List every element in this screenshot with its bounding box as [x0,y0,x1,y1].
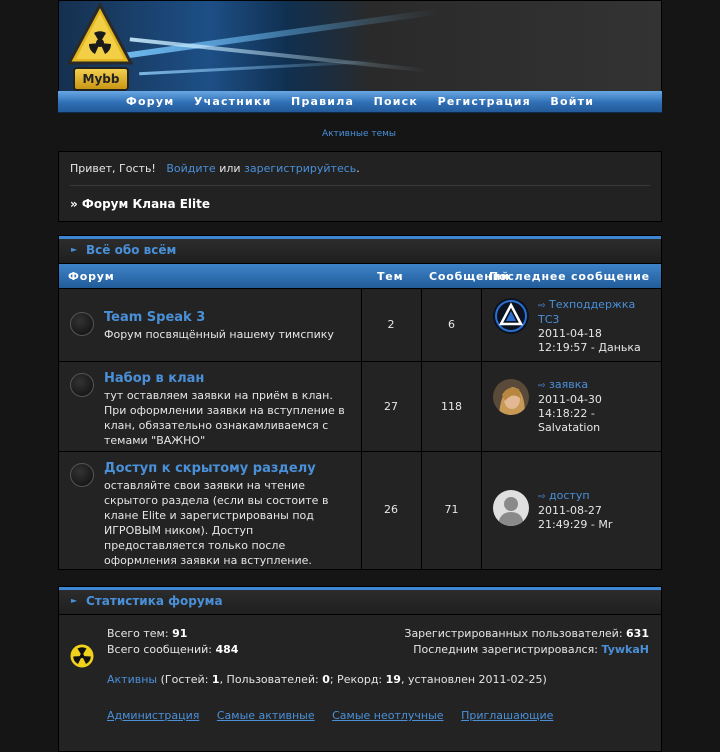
forum-title[interactable]: Team Speak 3 [104,310,206,325]
breadcrumb[interactable]: » Форум Клана Elite [70,197,211,211]
guests-value: 1 [211,673,220,686]
forum-logo[interactable] [67,3,137,91]
or-text: или [219,162,241,175]
online-stats [107,673,547,686]
col-last-post: Последнее сообщение [489,270,650,283]
posts-count: 6 [448,318,455,331]
col-posts: Сообщений [429,270,510,283]
forum-description: Форум посвящённый нашему тимспику [104,328,334,341]
radiation-icon [69,643,95,669]
last-post-link[interactable]: Техподдержка ТС3 [538,298,636,326]
greeting-text: Привет, Гость! [70,162,156,175]
dot-text: . [356,162,360,175]
last-post-time-author: 12:19:57 - Данька [538,341,641,354]
stats-body [59,614,661,751]
registered-users-label: Зарегистрированных пользователей: [404,627,623,640]
forum-status-icon [70,463,94,487]
nav-members[interactable]: Участники [193,95,272,108]
last-registered [413,643,649,656]
forum-status-icon [70,312,94,336]
registered-users-value: 631 [626,627,649,640]
avatar[interactable] [493,379,529,415]
post-arrow-icon: ⇨ [538,301,546,311]
forum-title[interactable]: Доступ к скрытому разделу [104,461,316,476]
last-post-info [538,489,658,532]
last-post-time-author: 14:18:22 - Salvatation [538,407,601,434]
forum-title[interactable]: Набор в клан [104,371,205,386]
post-arrow-icon: ⇨ [538,381,546,391]
welcome-panel [58,151,662,222]
topics-count: 2 [387,318,395,331]
users-online-label: , Пользователей: [219,673,319,686]
teamspeak-avatar-icon [493,298,529,334]
default-user-avatar-icon [493,490,529,526]
last-post-date: 2011-08-27 [538,504,602,517]
user-portrait-avatar-icon [493,379,529,415]
divider [70,185,650,186]
col-topics: Тем [377,270,404,283]
stats-header [59,587,661,614]
category-header [59,236,661,263]
radiation-warning-icon [67,3,133,69]
total-topics-value: 91 [172,627,188,640]
last-registered-user-link[interactable]: TywkaH [601,643,649,656]
header-banner [58,0,662,91]
login-link[interactable]: Войдите [166,162,216,175]
last-post-link[interactable]: заявка [549,378,589,391]
active-users-link[interactable]: Активны [107,673,158,686]
stats-block [58,586,662,752]
forum-row [59,288,661,361]
inviters-link[interactable]: Приглашающие [461,709,554,722]
users-online-value: 0 [322,673,330,686]
total-posts-value: 484 [215,643,239,656]
nav-register[interactable]: Регистрация [437,95,531,108]
total-posts [107,643,238,656]
last-post-link[interactable]: доступ [549,489,590,502]
forum-row [59,361,661,451]
posts-count: 118 [441,400,462,413]
main-nav [58,91,662,113]
nav-rules[interactable]: Правила [291,95,355,108]
record-date: , установлен 2011-02-25) [400,673,547,686]
total-topics [107,627,187,640]
avatar[interactable] [493,490,529,526]
forum-description: тут оставляем заявки на приём в клан. При оформлении заявки на вступление в клан, обязательно ознакамливаемся с темами "ВАЖНО" [104,389,345,447]
collapse-arrow-icon[interactable]: ► [71,245,78,254]
topics-count: 27 [384,400,398,413]
record-label: ; Рекорд: [329,673,383,686]
admins-link[interactable]: Администрация [107,709,200,722]
logo-text: Mybb [73,67,129,91]
collapse-arrow-icon[interactable]: ► [71,596,78,605]
posts-count: 71 [444,503,459,516]
guests-label: (Гостей: [160,673,209,686]
last-registered-label: Последним зарегистрировался: [413,643,599,656]
stats-links [107,709,567,722]
category-title[interactable]: Всё обо всём [86,243,177,257]
total-posts-label: Всего сообщений: [107,643,212,656]
greeting-line [70,162,360,175]
nav-forum[interactable]: Форум [125,95,175,108]
forum-description: оставляйте свои заявки на чтение скрытого раздела (если вы состоите в клане Elite и зарегистрированы под ИГРОВЫМ ником). Доступ предоставляется только после оформления заявки на вступление. [104,479,329,567]
avatar[interactable] [493,298,529,334]
category-block [58,235,662,570]
total-topics-label: Всего тем: [107,627,169,640]
forum-status-icon [70,373,94,397]
last-post-info [538,298,658,355]
nav-search[interactable]: Поиск [373,95,419,108]
topics-count: 26 [384,503,398,516]
post-arrow-icon: ⇨ [538,492,546,502]
stats-title: Статистика форума [86,594,223,608]
most-online-link[interactable]: Самые неотлучные [332,709,444,722]
most-active-link[interactable]: Самые активные [216,709,315,722]
last-post-date: 2011-04-30 [538,393,602,406]
nav-login[interactable]: Войти [550,95,595,108]
last-post-time-author: 21:49:29 - Mr [538,518,613,531]
active-topics-link[interactable]: Активные темы [321,129,397,139]
last-post-info [538,378,658,435]
registered-users [404,627,649,640]
record-value: 19 [385,673,401,686]
forum-row [59,451,661,569]
column-headers [59,263,661,288]
register-link[interactable]: зарегистрируйтесь [244,162,357,175]
col-forum: Форум [68,270,115,283]
last-post-date: 2011-04-18 [538,327,602,340]
